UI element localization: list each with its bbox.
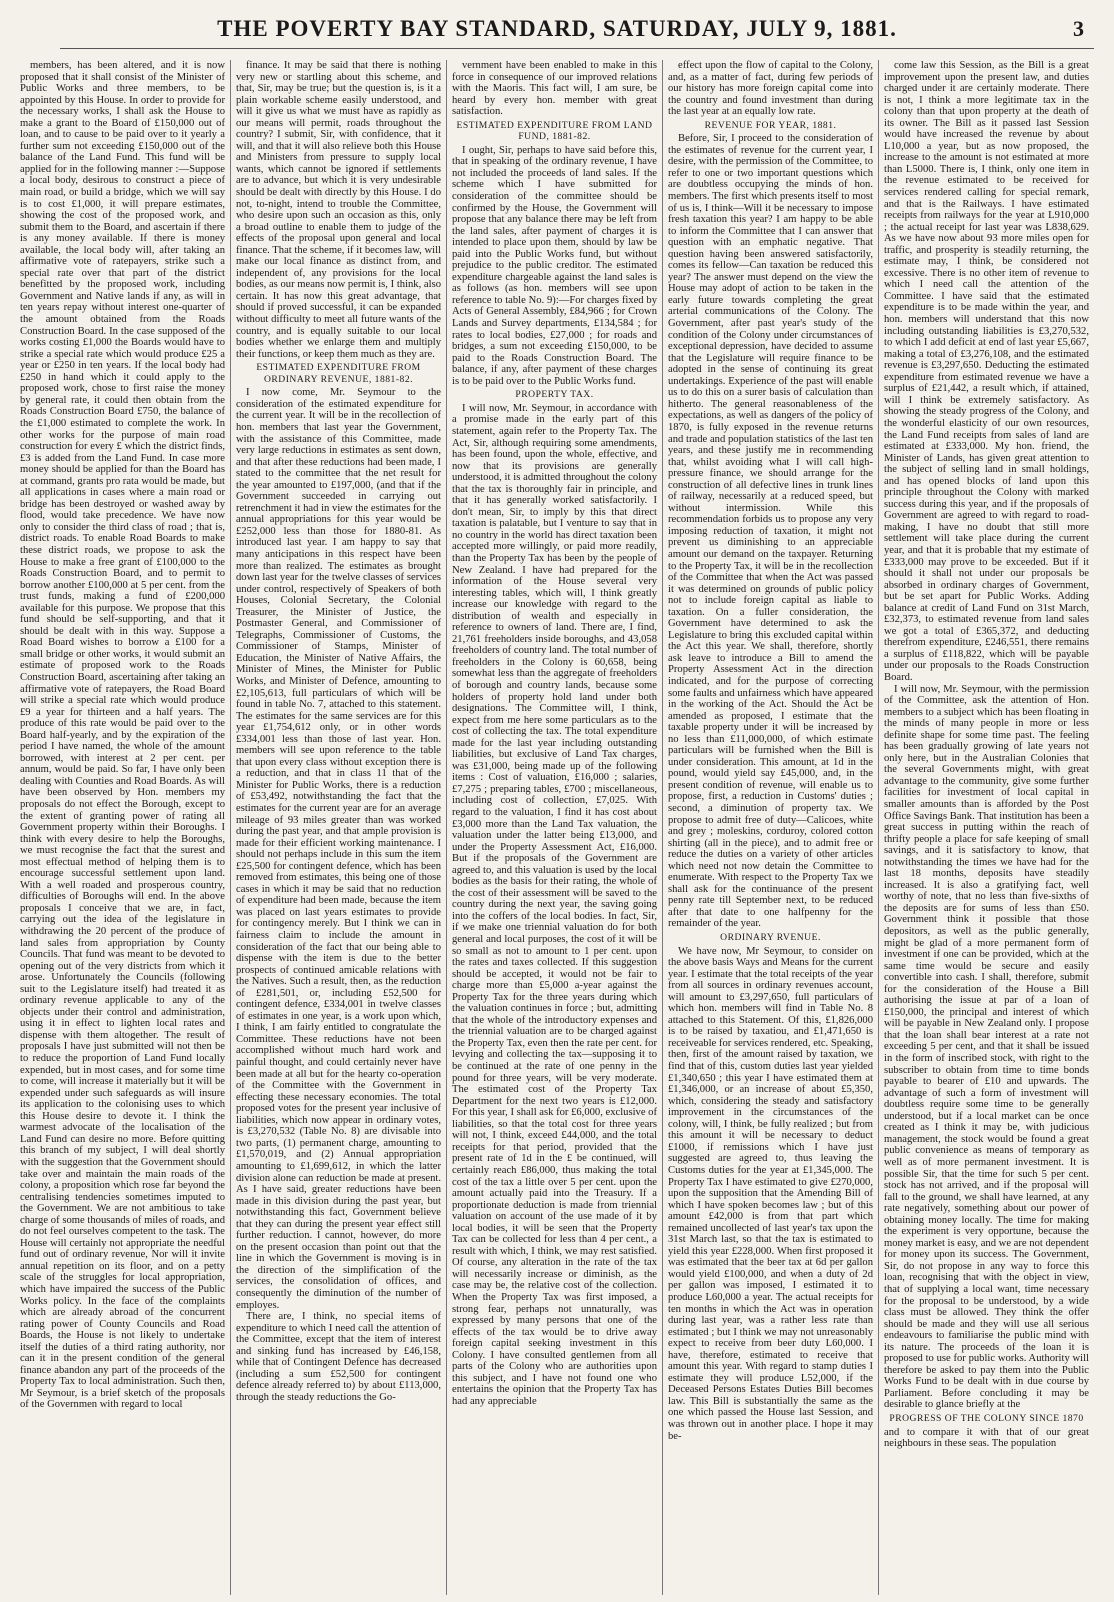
column-divider (878, 60, 879, 1595)
article-paragraph: I now come, Mr. Seymour to the consideration of the estimated expenditure for the current year. It will be in the recollection of hon. members that last year the Government, with the assistance of this Committee, made very large reductions in estimates as sent down, and that after these reductions had been made, I stated to the committee that the net result for the year amounted to £197,000, (and that if the Government succeeded in carrying out retrenchment it had in view the estimates for the annual appropriations for this year would be £252,000 less than those for 1880-81. As introduced last year. I am happy to say that many anticipations in this respect have been more than realized. The estimates as brought down last year for the twelve classes of services under control, respectively of Speakers of both Houses, Colonial Secretary, the Colonial Treasurer, the Minister of Justice, the Postmaster General, and Commissioner of Telegraphs, Commissioner of Customs, the Commissioner of Stamps, Minister of Education, the Minister of Native Affairs, the Minister of Mines, the Minister for Public Works, and Minister of Defence, amounting to £2,105,613, full particulars of which will be found in table No. 7, attached to this statement. The estimates for the same services are for this year £1,754,612 only, or in other words £334,001 less than those of last year. Hon. members will see upon reference to the table that upon every class without exception there is a reduction, and that in class 11 that of the Minister for Public Works, there is a reduction of £53,492, notwithstanding the fact that the estimates for the current year are for an average mileage of 93 miles greater than was worked during the past year, and that ample provision is made for their efficient working maintenance. I should not perhaps include in this sum the item £25,500 for contingent defence, which has been removed from estimates, this being one of those cases in which it may be said that no reduction of expenditure had been made, because the item was placed on last years estimates to provide for contingency merely. But I think we can in fairness claim to include the amount in consideration of the fact that our being able to dispense with the item is due to the better prospects of continued amicable relations with the Natives. Such a result, then, as the reduction of £281,501, or, including £52,500 for contingent defence, £334,001 in twelve classes of estimates in one year, is a work upon which, I think, I am fairly entitled to congratulate the Committee. These reductions have not been accomplished without much hard work and painful thought, and could certainly never have been made at all but for the hearty co-operation of the Committee with the Government in effecting these necessary economies. The total proposed votes for the present year inclusive of liabilities, which now appear in ordinary votes, is £3,270,532 (Table No. 8) are divisable into two parts, (1) permanent charge, amounting to £1,570,019, and (2) Annual appropriation amounting to £1,699,612, in which the latter division alone can reduction be made at present. As I have said, greater reductions have been made in this division during the past year, but notwithstanding this fact, Government believe that they can during the present year effect still further reduction. I cannot, however, do more on the present occasion than point out that the line in which the Government is moving is in the direction of the simplification of the services, the consolidation of offices, and consequently the diminution of the number of employes. (236, 387, 441, 1311)
masthead-rule (60, 48, 1094, 49)
article-paragraph: vernment have been enabled to make in this force in consequence of our improved relations with the Maoris. This fact will, I am sure, be heard by every hon. member with great satisfaction. (452, 60, 657, 118)
article-column-2 (236, 60, 441, 1600)
article-paragraph: effect upon the flow of capital to the Colony, and, as a matter of fact, during few periods of our history has more foreign capital come into the country and found investment than during the last year at an equally low rate. (668, 60, 873, 118)
section-heading: PROPERTY TAX. (515, 389, 594, 401)
section-heading: PROGRESS OF THE COLONY SINCE 1870 (889, 1412, 1084, 1424)
column-divider (662, 60, 663, 1595)
newspaper-title: THE POVERTY BAY STANDARD, SATURDAY, JULY 9, 1881. (217, 16, 897, 41)
article-paragraph: finance. It may be said that there is nothing very new or startling about this scheme, and that, Sir, may be true; but the question is, is it a plain workable scheme easily understood, and will it give us what we must have as rapidly as our means will permit, roads throughout the country? I submit, Sir, with confidence, that it will, and that it will also relieve both this House and Ministers from pressure to supply local wants, which cannot be ignored if settlements are to advance, but which it is very undesirable should be dealt with directly by this House. I do not, to-night, intend to trouble the Committee, who desire upon such an occasion as this, only a broad outline to enable them to judge of the effects of the proposal upon general and local finance. That the scheme, if it becomes law, will make our local finance as distinct from, and independent of, any provisions for the local bodies, as our means now permit is, I think, also certain. It has now this great advantage, that should if proved successful, it can be expanded without difficulty to meet all future wants of the country, and is equally suitable to our local bodies whether we enlarge them and multiply their functions, or keep them much as they are. (236, 60, 441, 360)
article-paragraph: I ought, Sir, perhaps to have said before this, that in speaking of the ordinary revenue, I have not included the proceeds of land sales. If the scheme which I have submitted for consideration of the committee should be confirmed by the House, the Government will propose that any balance there may be left from the land sales, after payment of charges it is intended to place upon them, should by law be paid into the Public Works fund, but without prejudice to the public creditor. The estimated expenditure chargeable against the land sales is as follows (as hon. members will see upon reference to table No. 9):—For charges fixed by Acts of General Assembly, £84,966 ; for Crown Lands and Survey departments, £134,584 ; for rates to local bodies, £27,000 ; for roads and bridges, a sum not exceeding £150,000, to be paid to the Roads Construction Board. The balance, if any, after payment of these charges is to be paid over to the Public Works fund. (452, 144, 657, 387)
section-heading: REVENUE FOR YEAR, 1881. (704, 119, 837, 131)
article-paragraph: and to compare it with that of our great neighbours in these seas. The population (884, 1426, 1089, 1450)
article-paragraph: I will now, Mr. Seymour, with the permission of the Committee, ask the attention of Hon. members to a subject which has been floating in the minds of many people in more or less definite shape for some time past. The feeling has been gradually growing of late years not only here, but in the Australian Colonies that the several Governments might, with great advantage to the community, give some further facilities for investment of local capital in smaller amounts than is afforded by the Post Office Savings Bank. That institution has been a great success in putting within the reach of thrifty people a place for safe keeping of small savings, and it is satisfactory to know, that notwithstanding the times we have had for the last 18 months, deposits have steadily increased. It is also a gratifying fact, well worthy of note, that no less than five-sixths of the deposits are for sums of less than £50. Government think it possible that those depositors, as well as the public generally, might be glad of a more permanent form of investment if one can be provided, which at the same time would be secure and easily convertible into cash. I shall, therefore, submit for the consideration of the House a Bill authorising the issue at par of a loan of £150,000, the principal and interest of which will be payable in New Zealand only. I propose that the loan shall bear interest at a rate not exceeding 5 per cent, and that it shall be issued in the form of inscribed stock, with right to the subscriber to obtain from time to time bonds payable to bearer of £10 and upwards. The advantage of such a form of investment will doubtless require some time to be generally understood, but if a local market can be once created as I think it may be, with judicious management, the stock would be found a great public convenience as means of temporary as well as of more permanent investment. It is possible Sir, that the time for such 5 per cent. stock has not arrived, and if the proposal will fall to the ground, we shall have learned, at any rate negatively, something about our power of obtaining money locally. The time for making the experiment is very opportune, because the money market is easy, and we are not dependent for money upon its success. The Government, Sir, do not propose in any way to force this loan, recognising that with the object in view, that of supplying a local want, time necessary for the proposal to be understood, by a wide class must be allowed. They think the offer should be made and they will use all serious endeavours to familiarise the public mind with its nature. The proceeds of the loan it is proposed to use for public works. Authority will therefore be asked to pay them into the Public Works Fund to be dealt with in due course by Parliament. Before concluding it may be desirable to glance briefly at the (884, 683, 1089, 1411)
article-column-3 (452, 60, 657, 1600)
article-column-1 (20, 60, 225, 1600)
column-divider (230, 60, 231, 1595)
page-number: 3 (1073, 16, 1084, 41)
section-heading: ESTIMATED EXPENDITURE FROM ORDINARY REVENUE, 1881-82. (256, 362, 421, 385)
article-column-5 (884, 60, 1089, 1600)
section-heading: ORDINARY RVENUE. (720, 932, 821, 944)
article-paragraph: We have now, Mr Seymour, to consider on the above basis Ways and Means for the current year. I estimate that the total receipts of the year from all sources in ordinary revenues account, will amount to £3,297,650, full particulars of which hon. members will find in Table No. 8 attached to this Statement. Of this, £1,826,000 is to be raised by taxatiou, and £1,471,650 is receiveable for services rendered, etc. Speaking, then, first of the amount raised by taxation, we find that of this, custom duties last year yielded £1,340,650 ; this year I have estimated them at £1,346,000, or an increase of about £5,350, which, considering the steady and satisfactory improvement in the circumstances of the colony, will, I think, be fully realized ; but from this amount it will be necessary to deduct £1000, if remissions which I have just suggested are agreed to, thus leaving the Customs duties for the year at £1,345,000. The Property Tax I have estimated to give £270,000, upon the supposition that the Amending Bill of which I have spoken becomes law ; but of this amount £42,000 is from that part which remained uncollected of last year's tax upon the 31st March last, so that the tax is estimated to yield this year £228,000. When first proposed it was estimated that the beer tax at 6d per gallon would yield £100,000, and when a duty of 2d per gallon was imposed, I estimated it to produce L60,000 a year. The actual receipts for ten months in which the Act was in operation during last year, was a rather less rate than estimated ; but I think we may not unreasonably expect to receive from beer duty L60,000. I have, therefore, estimated to receive that amount this year. With regard to stamp duties I estimate they will produce L52,000, if the Deceased Persons Estates Duties Bill becomes law. This Bill is substantially the same as the one which passed the House last Session, and was thrown out in another place. I hope it may be- (668, 945, 873, 1442)
article-paragraph: I will now, Mr. Seymour, in accordance with a promise made in the early part of this statement, again refer to the Property Tax. The Act, Sir, although requiring some amendments, has been found, upon the whole, effective, and now that its provisions are generally understood, it is admitted throughout the colony that the tax is thoroughly fair in principle, and that it has generally worked satisfactorily. I don't mean, Sir, to imply by this that direct taxation is palatable, but I venture to say that in no country in the world has direct taxation been accepted more willingly, or paid more readily, than the Property Tax has been by the people of New Zealand. I have had prepared for the information of the House several very interesting tables, which will, I think greatly increase our knowledge with regard to the distribution of wealth and especially in reference to owners of land. There are, I find, 21,761 freeholders inside boroughs, and 43,058 freeholders of country land. The total number of freeholders in the Colony is 60,658, being somewhat less than the aggregate of freeholders of borough and country lands, because some holders of property hold land under both designations. The Committee will, I think, expect from me here some particulars as to the cost of collecting the tax. The total expenditure made for the last year including outstanding liabilities, but exclusive of Land Tax charges, was £31,000, being made up of the following items : Cost of valuation, £16,000 ; salaries, £7,275 ; preparing tables, £700 ; miscellaneous, including cost of collection, £7,025. With regard to the valuation, I find it has cost about £3,000 more than the Land Tax valuation, the valuation under the latter being £13,000, and under the Property Assessment Act, £16,000. But if the proposals of the Government are agreed to, and this valuation is used by the local bodies as the basis for their rating, the whole of the cost of their assessment will be saved to the country during the next year, the saving going into the coffers of the local bodies. In fact, Sir, if we make one triennial valuation do for both general and local purposes, the cost of it will be so small as not to amount to 1 per cent. upon the rates and taxes collected. If this suggestion should be accepted, it would not be fair to charge more than £5,000 a-year against the Property Tax for the three years during which the valuation continues in force ; but, admitting that the whole of the introductory expenses and the triennial valuation are to be charged against the Property Tax, even then the rate per cent. for levying and collecting the tax—supposing it to be continued at the rate of one penny in the pound for three years, will be very moderate. The estimated cost of the Property Tax Department for the next two years is £12,000. For this year, I shall ask for £6,000, exclusive of liabilities, so that the total cost for three years will not, I think, exceed £44,000, and the total receipts for that period, provided that the present rate of 1d in the £ be continued, will certainly reach £86,000, thus making the total cost of the tax a little over 5 per cent. upon the amount actually paid into the Treasury. If a proportionate deduction is made from triennial valuation on account of the use made of it by local bodies, it will be seen that the Property Tax can be collected for less than 4 per cent., a result with which, I think, we may rest satisfied. Of course, any alteration in the rate of the tax will necessarily increase or diminish, as the case may be, the relative cost of the collection. When the Property Tax was first imposed, a strong fear, perhaps not unnaturally, was expressed by many persons that one of the effects of the tax would be to drive away foreign capital seeking investment in this Colony. I have consulted gentlemen from all parts of the Colony who are authorities upon this subject, and I have not found one who entertains the opinion that the Property Tax has had any appreciable (452, 402, 657, 1407)
section-heading: ESTIMATED EXPENDITURE FROM LAND FUND, 1881-82. (456, 119, 653, 143)
article-paragraph: come law this Session, as the Bill is a great improvement upon the present law, and duties charged under it are certainly moderate. There is not, I think a more legitimate tax in the colony than that upon property at the death of its owner. The Bill as it passed last Session would have increased the revenue by about L10,000 a year, but as now proposed, the increase to the amount is not estimated at more than L5000. There is, I think, only one item in the revenue estimated to be received for services rendered calling for special remark, and that is the Railways. I have estimated receipts from railways for the year at L910,000 ; the actual receipt for last year was L838,629. As we have now about 93 more miles open for traffic, and prosperity is steadily returning, the estimate may, I think, be considered not excessive. There is no other item of revenue to which I need call the attention of the Committee. I have said that the estimated expenditure is to be made within the year, and hon. members will understand that this now including outstanding liabilities is £3,270,532, to which I add deficit at end of last year £5,667, making a total of £3,276,108, and the estimated revenue is £3,297,650. Deducting the estimated expenditure from estimated revenue we have a surplus of £21,442, a result which, if attained, will I think be extremely satisfactory. As showing the steady progress of the Colony, and the wonderful elasticity of our own resources, the Land Fund receipts from sales of land are estimated at £333,000. My hon. friend, the Minister of Lands, has given great attention to the subject of selling land in small holdings, and has opened blocks of land upon this principle throughout the Colony with marked success during this year, and if the proposals of Government are agreed to with regard to road-making, I have no doubt that still more settlement will take place during the current year, and that it is probable that my estimate of £333,000 may prove to be exceeded. But if it should it shall not under our proposals be absorbed in ordinary charges of Government, but be set apart for Public Works. Adding balance at credit of Land Fund on 31st March, £32,373, to estimated revenue from land sales we got a total of £365,372, and deducting therefrom expenditure, £246,551, there remains a surplus of £118,822, which will be payable under our proposals to the Roads Construction Board. (884, 60, 1089, 683)
article-paragraph: Before, Sir, I proceed to the consideration of the estimates of revenue for the current year, I desire, with the permission of the Committee, to refer to one or two important questions which are doubtless occupying the minds of hon. members. The first which presents itself to most of us is, I think—Will it be necessary to impose fresh taxation this year? I am happy to be able to inform the Committee that I can answer that question with an emphatic negative. That question having been answered satisfactorily, comes its fellow—Can taxation be reduced this year? The answer must depend on the view the House may adopt of action to be taken in the early future towards completing the great arterial communications of the Colony. The Government, after past year's study of the condition of the Colony under circumstances of exceptional depression, have decided to assume that the Legislature will require finance to be adopted in the sense of continuing its great undertakings. Experience of the past will enable us to do this on a surer basis of calculation than hitherto. The general reasonableness of the expectations, as well as dangers of the policy of 1870, is fully exposed in the revenue returns and trade and population statistics of the last ten years, and these justify me in recommending that, whilst avoiding what I will call high-pressure finance, we should arrange for the construction of all defective lines in trunk lines of railway, necessarily at a reduced speed, but without intermission. While this recommendation forbids us to propose any very imposing reduction of taxation, it might not prevent us diminishing to an appreciable amount our demand on the taxpayer. Returning to the Property Tax, it will be in the recollection of the Committee that when the Act was passed it was determined on grounds of public policy not to include foreign capital as liable to taxation. On a fuller consideration, the Government have determined to ask the Legislature to bring this excluded capital within the Act this year. We shall, therefore, shortly ask leave to introduce a Bill to amend the Property Assessment Act in the direction indicated, and for the purpose of correcting some faults and unfairness which have appeared in the working of the Act. Should the Act be amended as proposed, I estimate that the taxable property under it will be increased by no less than £11,000,000, of which estimate particulars will be furnished when the Bill is under consideration. This amount, at 1d in the pound, would yield say £45,000, and, in the present condition of revenue, will enable us to propose, first, a reduction in Customs' duties ; second, a diminution of property tax. We propose to admit free of duty—Calicoes, white and grey ; moleskins, corduroy, colored cotton shirting (all in the piece), and to admit free or reduce the duties on a variety of other articles which need not now detain the Committee to enumerate. With respect to the Property Tax we shall ask for the continuance of the present penny rate till September next, to be reduced after that date to one halfpenny for the remainder of the year. (668, 133, 873, 930)
column-divider (446, 60, 447, 1595)
masthead (0, 0, 1114, 52)
article-paragraph: members, has been altered, and it is now proposed that it shall consist of the Minister of Public Works and three members, to be appointed by this House. In order to provide for the necessary works, I shall ask the House to make a grant to the Board of £150,000 out of loan, and to cause to be paid over to it yearly a further sum not exceeding £150,000 out of the balance of the Land Fund. This fund will be applied for in the following manner :—Suppose a local body, desirous to construct a piece of main road, or build a bridge, which we will say is to cost £1,000, it will prepare estimates, showing the cost of the proposed work, and submit them to the Board, and ascertain if there is any money available. If there is money available, the local body will, after taking an affirmative vote of ratepayers, strike such a special rate over that part of the district benefitted by the proposed work, including Government and Native lands if any, as will in ten years repay without interest one-quarter of the amount obtained from the Roads Construction Board. In the case supposed of the works costing £1,000 the Boards would have to strike a special rate which would produce £25 a year or £250 in ten years. If the local body had £250 in hand which it could apply to the proposed work, chose to first raise the money by general rate, it could then obtain from the Roads Construction Board £750, the balance of the £1,000 estimated to complete the work. In other works for the purpose of main road construction for every £ which the district finds, £3 is added from the Land Fund. In case more money should be applied for than the Board has at command, grants pro rata would be made, but all applications in cases where a main road or bridge has been destroyed or washed away by flood, would take precedence. We have now only to consider the third class of road ; that is, district roads. To enable Road Boards to make these district roads, we propose to ask the House to make a free grant of £100,000 to the Roads Construction Board, and to permit to borrow another £100,000 at 5 per cent. from the trust funds, making a fund of £200,000 available for this purpose. We propose that this fund should be self-supporting, and that it should be dealt with in this way. Suppose a Road Board wishes to borrow a £100 for a small bridge or other works, it would submit an estimate of proposed work to the Roads Construction Board, ascertaining after taking an affirmative vote of ratepayers, the Road Board will strike a special rate which would produce £9 a year for thirteen and a half years. The produce of this rate would be paid over to the Board half-yearly, and by the expiration of the period I have named, the whole of the amount borrowed, with interest at 2 per cent. per annum, would be paid. So far, I have only been dealing with Counties and Road Boards. As will have been observed by Hon. members my proposals do not effect the Borough, except to the extent of granting power of rating all Government property within their Boroughs. I think with every desire to help the Boroughs, we must recognise the fact that the surest and most effectual method of helping them is to encourage successful settlement upon land. With a well roaded and prosperous country, difficulties of Boroughs will end. In the above proposals I conceive that we are, in fact, carrying out the idea of the legislature in withdrawing the 20 percent of the produce of land sales from appropriation by County Councils. That fund was meant to be devoted to opening out of the very districts from which it arose. Unfortunately the Councils (following suit to the Legislature itself) had treated it as ordinary revenue applicable to any of the objects under their control and administration, using it in effect to lighten local rates and dispense with them altogether. The result of proposals I have just submitted will not then be to reduce the proportion of Land Fund locally expended, but in most cases, and for some time to come, will increase it materially but it will be expended under such safeguards as will insure its application to the colonising uses to which this House desire to devote it. I think the warmest advocate of the localisation of the Land Fund can desire no more. Before quitting this branch of my subject, I will deal shortly with the suggestion that the Government should take over and maintain the main roads of the colony, a proposition which rose far beyond the centralising tendencies sometimes imputed to the Government. We are not ambitious to take charge of some thousands of miles of roads, and do not feel ourselves competent to the task. The House will certainly not appropriate the needful fund out of ordinary revenue, Nor will it invite annual repetition on its floor, and on a petty scale of the struggles for local appropriation, which have impaired the success of the Public Works policy. In the face of the complaints which are already abroad of the concurrent rating power of County Councils and Road Boards, the House is not likely to undertake itself the duties of a third rating authority, nor can it in the present condition of the general finance abandon any part of the proceeds of the Property Tax to local administration. Such then, Mr Seymour, is a brief sketch of the proposals of the Governmen with regard to local (20, 60, 225, 1411)
article-column-4 (668, 60, 873, 1600)
article-paragraph: There are, I think, no special items of expenditure to which I need call the attention of the Committee, except that the item of interest and sinking fund has increased by £46,158, while that of Contingent Defence has decreased (including a sum £52,500 for contingent defence already referred to) by about £113,000, through the steady reductions the Go- (236, 1311, 441, 1403)
